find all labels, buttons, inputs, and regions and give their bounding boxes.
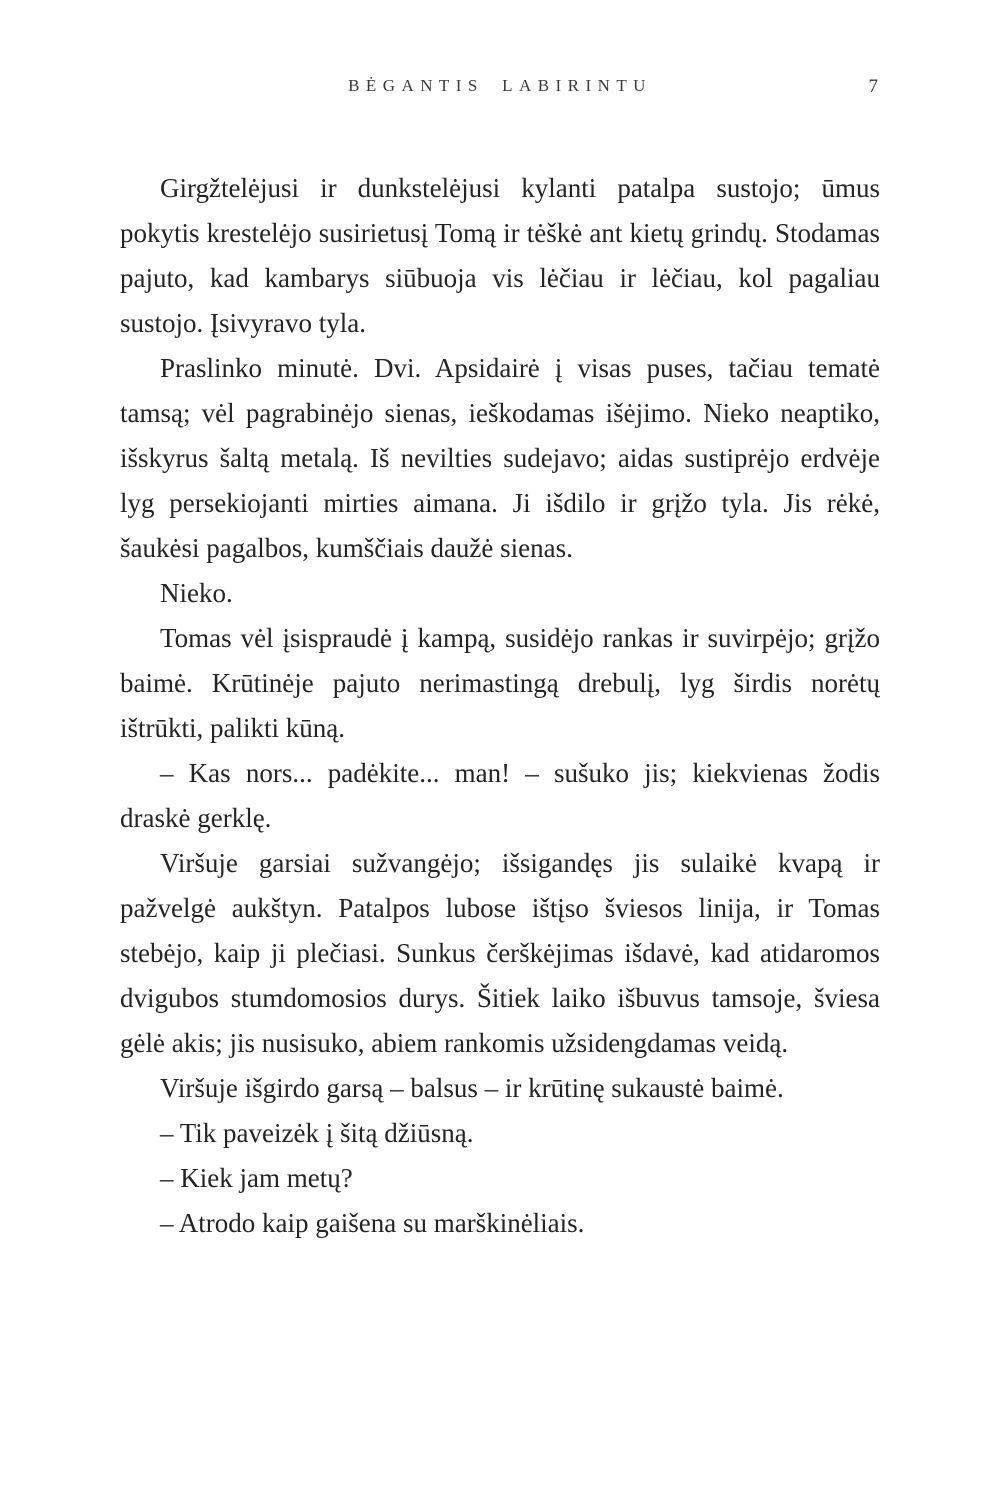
paragraph-10-dialogue: – Atrodo kaip gaišena su marškinėliais. bbox=[160, 1208, 585, 1238]
paragraph-5-dialogue: – Kas nors... padėkite... man! – sušuko jis; kiekvienas žodis draskė gerklę. bbox=[120, 758, 880, 833]
paragraph-7: Viršuje išgirdo garsą – balsus – ir krūtinę sukaustė baimė. bbox=[160, 1073, 784, 1103]
book-title: BĖGANTIS LABIRINTU bbox=[348, 76, 652, 95]
paragraph-9-dialogue: – Kiek jam metų? bbox=[160, 1163, 353, 1193]
paragraph-1: Girgžtelėjusi ir dunkstelėjusi kylanti patalpa sustojo; ūmus pokytis krestelėjo susirietusį Tomą ir tėškė ant kietų grindų. Stodamas pajuto, kad kambarys siūbuoja vis lėčiau ir lėčiau, kol pagaliau sustojo. Įsivyravo tyla. bbox=[120, 173, 880, 338]
paragraph-6: Viršuje garsiai sužvangėjo; išsigandęs jis sulaikė kvapą ir pažvelgė aukštyn. Patalpos lubose ištįso šviesos linija, ir Tomas stebėjo, kaip ji plečiasi. Sunkus čerškėjimas išdavė, kad atidaromos dvigubos stumdomosios durys. Šitiek laiko išbuvus tamsoje, šviesa gėlė akis; jis nusisuko, abiem rankomis užsidengdamas veidą. bbox=[120, 848, 880, 1058]
running-header bbox=[120, 76, 880, 100]
page-number: 7 bbox=[868, 76, 878, 97]
paragraph-4: Tomas vėl įsispraudė į kampą, susidėjo rankas ir suvirpėjo; grįžo baimė. Krūtinėje pajuto nerimastingą drebulį, lyg širdis norėtų ištrūkti, palikti kūną. bbox=[120, 623, 880, 743]
paragraph-2: Praslinko minutė. Dvi. Apsidairė į visas puses, tačiau tematė tamsą; vėl pagrabinėjo sienas, ieškodamas išėjimo. Nieko neaptiko, išskyrus šaltą metalą. Iš nevilties sudejavo; aidas sustiprėjo erdvėje lyg persekiojanti mirties aimana. Ji išdilo ir grįžo tyla. Jis rėkė, šaukėsi pagalbos, kumščiais daužė sienas. bbox=[120, 353, 880, 563]
paragraph-3: Nieko. bbox=[160, 578, 233, 608]
paragraph-8-dialogue: – Tik paveizėk į šitą džiūsną. bbox=[160, 1118, 474, 1148]
page-body bbox=[120, 166, 880, 1246]
